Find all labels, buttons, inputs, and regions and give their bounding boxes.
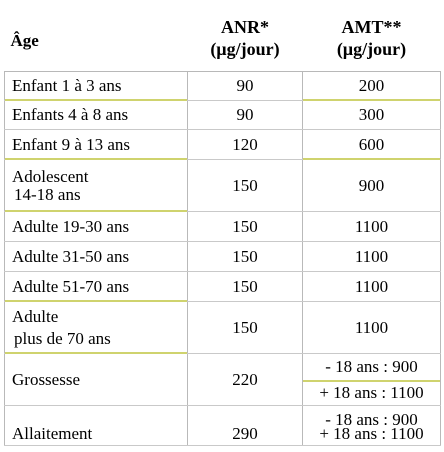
row-amt: 300 [303,101,441,130]
header-amt-title: AMT** [341,16,402,37]
table-row [5,212,441,242]
row-label-text: Adulte [12,306,59,326]
row-label-subtext: 14-18 ans [14,184,81,204]
row-anr-text: 290 [232,423,258,443]
row-amt-text: 200 [358,76,385,95]
header-amt [303,4,441,72]
table-header [5,4,441,72]
row-anr: 150 [188,160,303,212]
row-amt [303,354,441,406]
row-amt [303,72,441,101]
row-label-text: Adolescent [12,166,89,186]
row-label-text: Allaitement [12,423,93,443]
row-amt [303,130,441,160]
dosage-table [4,4,441,446]
table-row [5,101,441,130]
header-amt-unit: (µg/jour) [336,38,407,59]
row-anr: 120 [188,130,303,160]
row-amt: 1100 [303,302,441,354]
header-anr-unit: (µg/jour) [210,38,280,59]
header-anr-title: ANR* [221,16,269,37]
table-row [5,354,441,406]
table-row [5,130,441,160]
row-label-text: Grossesse [12,369,80,389]
row-label [5,160,188,212]
row-label [5,101,188,130]
row-label-text: Enfant 1 à 3 ans [12,76,122,95]
row-label-text: Adulte 31-50 ans [12,246,130,266]
row-amt: 900 [303,160,441,212]
row-anr: 150 [188,302,303,354]
row-label [5,212,188,242]
row-amt-text: - 18 ans : 900 [325,356,418,376]
row-amt: 1100 [303,242,441,272]
table-body [5,72,441,446]
row-amt-text: - 18 ans : 900 [325,409,418,429]
row-label [5,272,188,302]
row-label-subtext: plus de 70 ans [14,328,111,348]
row-amt-subtext: + 18 ans : 1100 [319,423,424,443]
row-amt-text: 600 [358,134,385,154]
row-amt: 1100 [303,272,441,302]
row-label [5,130,188,160]
header-age: Âge [5,4,188,72]
row-anr: 90 [188,101,303,130]
row-anr [188,406,303,446]
row-amt [303,406,441,446]
table-row [5,72,441,101]
row-anr: 150 [188,212,303,242]
table-row [5,242,441,272]
header-anr [188,4,303,72]
row-label [5,242,188,272]
table-row [5,272,441,302]
row-label-text: Enfants 4 à 8 ans [12,105,129,124]
header-row [5,4,441,72]
row-label [5,354,188,406]
row-label [5,406,188,446]
row-anr: 150 [188,272,303,302]
row-label-text: Adulte 19-30 ans [12,216,130,236]
accent-rule [303,99,440,101]
row-label [5,72,188,101]
row-anr: 90 [188,72,303,101]
row-label [5,302,188,354]
row-label-text: Adulte 51-70 ans [12,276,130,296]
table-row [5,302,441,354]
table-row [5,406,441,446]
row-amt: 1100 [303,212,441,242]
table-row [5,160,441,212]
row-amt-subtext: + 18 ans : 1100 [303,380,440,404]
row-label-text: Enfant 9 à 13 ans [12,134,131,154]
accent-rule [303,158,440,160]
dosage-table-container [4,4,440,449]
row-anr: 150 [188,242,303,272]
row-anr: 220 [188,354,303,406]
